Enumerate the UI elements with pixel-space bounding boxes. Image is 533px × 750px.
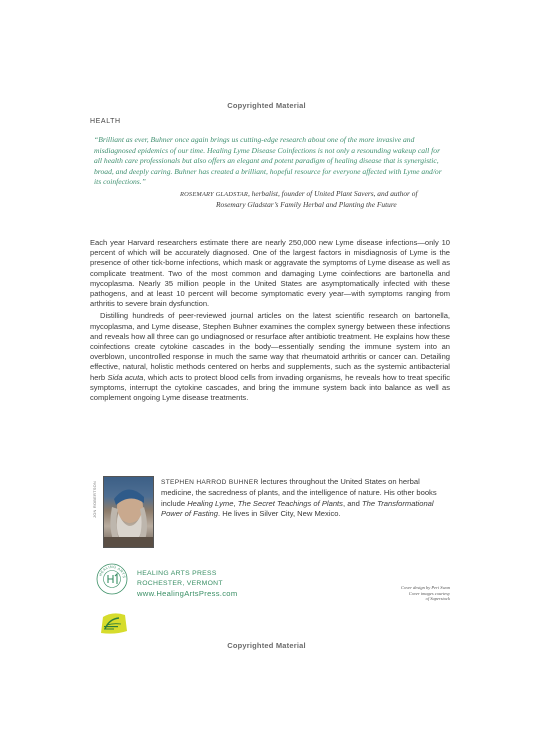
endorsement-quote	[94, 135, 446, 210]
description-body	[90, 238, 450, 403]
publisher-location: ROCHESTER, VERMONT	[137, 579, 223, 587]
category-label: HEALTH	[90, 118, 121, 125]
description-paragraph-2	[90, 311, 450, 403]
watermark-top: Copyrighted Material	[227, 101, 306, 110]
photo-credit: JON ROBERTSON	[92, 481, 97, 518]
cover-credits	[340, 585, 450, 602]
description-paragraph-1: Each year Harvard researchers estimate there are nearly 250,000 new Lyme disease infections—only 10 percent of which will be accurately diagnosed. One of the largest factors in misdiagnosis of Lyme is the presence of other tick-borne infections, which mask or aggravate the symptoms of Lyme disease as well as complicate treatment. Two of the most common and damaging Lyme coinfections are bartonella and mycoplasma. Nearly 35 million people in the United States are asymptomatically infected with these pathogens, and at least 10 percent will become symptomatic every year—with symptoms ranging from arthritis to severe brain dysfunction.	[90, 238, 450, 309]
herb-name: Sida acuta	[107, 372, 144, 382]
author-bio	[161, 477, 445, 520]
attribution-books: Rosemary Gladstar’s Family Herbal and Planting the Future	[216, 200, 397, 210]
attribution-role: , herbalist, founder of United Plant Savers, and author of	[247, 188, 418, 198]
paragraph-2-text-a: Distilling hundreds of peer-reviewed journal articles on the latest scientific research on bartonella, mycoplasma, and Lyme disease, Stephen Buhner examines the complex synergy between these infections and reveals how all three can go undiagnosed or resurface after antibiotic treatment. He explains how these coinfections create cytokine cascades in the body—essentially sending the immune system into an overblown, uncontrolled response in much the same way that rheumatoid arthritis or cancer can. Detailing effective, natural, holistic methods centered on herbs and supplements, such as the systemic antibacterial herb	[90, 311, 450, 382]
quote-text: “Brilliant as ever, Buhner once again brings us cutting-edge research about one of the more invasive and misdiagnosed epidemics of our time. Healing Lyme Disease Coinfections is not only a resounding wakeup call for all health care professionals but also offers an elegant and potent paradigm of healing disease that is synergistic, broad, and deeply caring. Buhner has created a brilliant, hopeful resource for everyone affected with Lyme and/or its coinfections.”	[94, 135, 442, 187]
book-title-2: The Secret Teachings of Plants	[237, 498, 343, 508]
credit-line-3: of Superstock	[425, 596, 450, 602]
healing-arts-seal-icon	[96, 563, 128, 595]
quote-attribution	[94, 189, 446, 210]
book-title-3: The Transformational Power of Fasting	[161, 498, 434, 519]
paragraph-2-text-b: , which acts to protect blood cells from invading organisms, he reveals how to treat specific symptoms, interrupt the cytokine cascades, and bring the immune system back into balance as well as complement ongoing Lyme disease treatments.	[90, 372, 450, 403]
eco-friendly-logo-icon	[99, 611, 129, 635]
publisher-name: HEALING ARTS PRESS	[137, 570, 217, 577]
attribution-name: ROSEMARY GLADSTAR	[180, 190, 248, 198]
credit-line-2: Cover images courtesy	[408, 590, 450, 596]
book-title-1: Healing Lyme	[187, 498, 234, 508]
svg-text:HEALING ARTS: HEALING ARTS	[98, 564, 127, 579]
author-portrait-icon	[104, 477, 153, 547]
author-bio-text: STEPHEN HARROD BUHNER lectures throughout the United States on herbal medicine, the sacredness of plants, and the intelligence of nature. His other books include Healing Lyme, The Secret Teachings of Plants, and The Transformational Power of Fasting. He lives in Silver City, New Mexico.	[161, 477, 437, 519]
publisher-website[interactable]: www.HealingArtsPress.com	[137, 588, 238, 598]
watermark-bottom: Copyrighted Material	[227, 641, 306, 650]
publisher-info	[137, 569, 237, 598]
author-name: STEPHEN HARROD BUHNER	[161, 479, 259, 486]
credit-line-1: Cover design by Peri Swan	[401, 585, 450, 590]
author-photo	[103, 476, 154, 548]
